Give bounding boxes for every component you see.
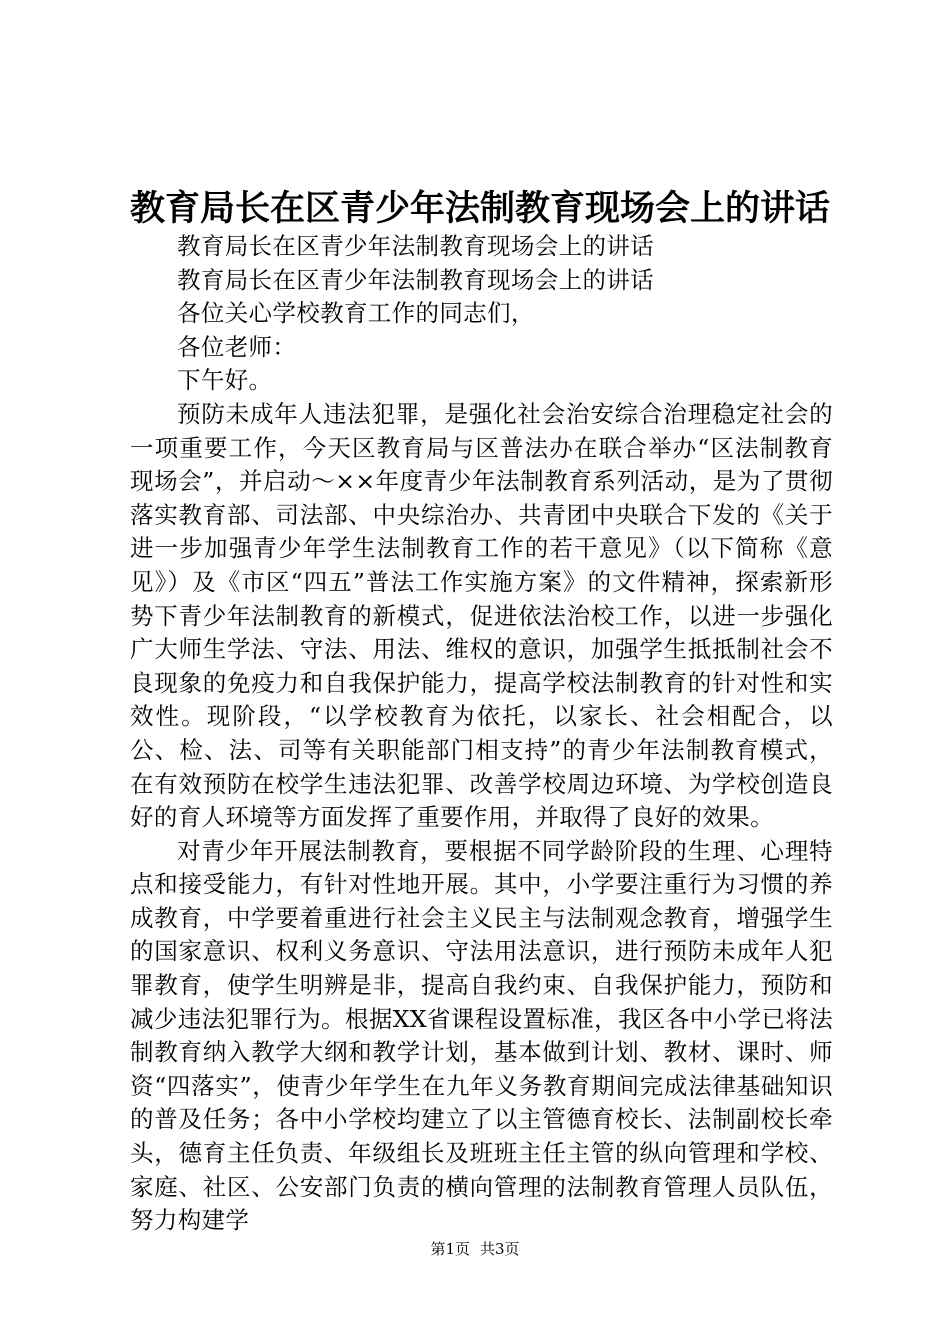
paragraph-salutation-1: 各位关心学校教育工作的同志们， (177, 299, 535, 328)
paragraph-subtitle-2: 教育局长在区青少年法制教育现场会上的讲话 (177, 265, 654, 294)
paragraph-salutation-2: 各位老师： (177, 332, 297, 361)
document-title: 教育局长在区青少年法制教育现场会上的讲话 (129, 188, 830, 229)
paragraph-body-2: 对青少年开展法制教育，要根据不同学龄阶段的生理、心理特点和接受能力，有针对性地开展。其中，小学要注重行为习惯的养成教育，中学要着重进行社会主义民主与法制观念教育，增强学生的国家意识、权利义务意识、守法用法意识，进行预防未成年人犯罪教育，使学生明辨是非，提高自我约束、自我保护能力，预防和减少违法犯罪行为。根据XX省课程设置标准，我区各中小学已将法制教育纳入教学大纲和教学计划，基本做到计划、教材、课时、师资“四落实”，使青少年学生在九年义务教育期间完成法律基础知识的普及任务；各中小学校均建立了以主管德育校长、法制副校长牵头，德育主任负责、年级组长及班班主任主管的纵向管理和学校、家庭、社区、公安部门负责的横向管理的法制教育管理人员队伍，努力构建学 (130, 836, 833, 1235)
paragraph-greeting: 下午好。 (177, 366, 273, 395)
page-footer (0, 1238, 950, 1260)
page-number-current: 第1页 (430, 1240, 470, 1258)
document-body (130, 230, 833, 1238)
paragraph-body-1: 预防未成年人违法犯罪，是强化社会治安综合治理稳定社会的一项重要工作，今天区教育局与区普法办在联合举办“区法制教育现场会”，并启动～××年度青少年法制教育系列活动，是为了贯彻落实教育部、司法部、中央综治办、共青团中央联合下发的《关于进一步加强青少年学生法制教育工作的若干意见》（以下简称《意见》）及《市区“四五”普法工作实施方案》的文件精神，探索新形势下青少年法制教育的新模式，促进依法治校工作，以进一步强化广大师生学法、守法、用法、维权的意识，加强学生抵抵制社会不良现象的免疫力和自我保护能力，提高学校法制教育的针对性和实效性。现阶段，“以学校教育为依托，以家长、社会相配合，以公、检、法、司等有关职能部门相支持”的青少年法制教育模式，在有效预防在校学生违法犯罪、改善学校周边环境、为学校创造良好的育人环境等方面发挥了重要作用，并取得了良好的效果。 (130, 399, 833, 832)
page-number-total: 共3页 (480, 1240, 520, 1258)
paragraph-subtitle-1: 教育局长在区青少年法制教育现场会上的讲话 (177, 232, 654, 260)
